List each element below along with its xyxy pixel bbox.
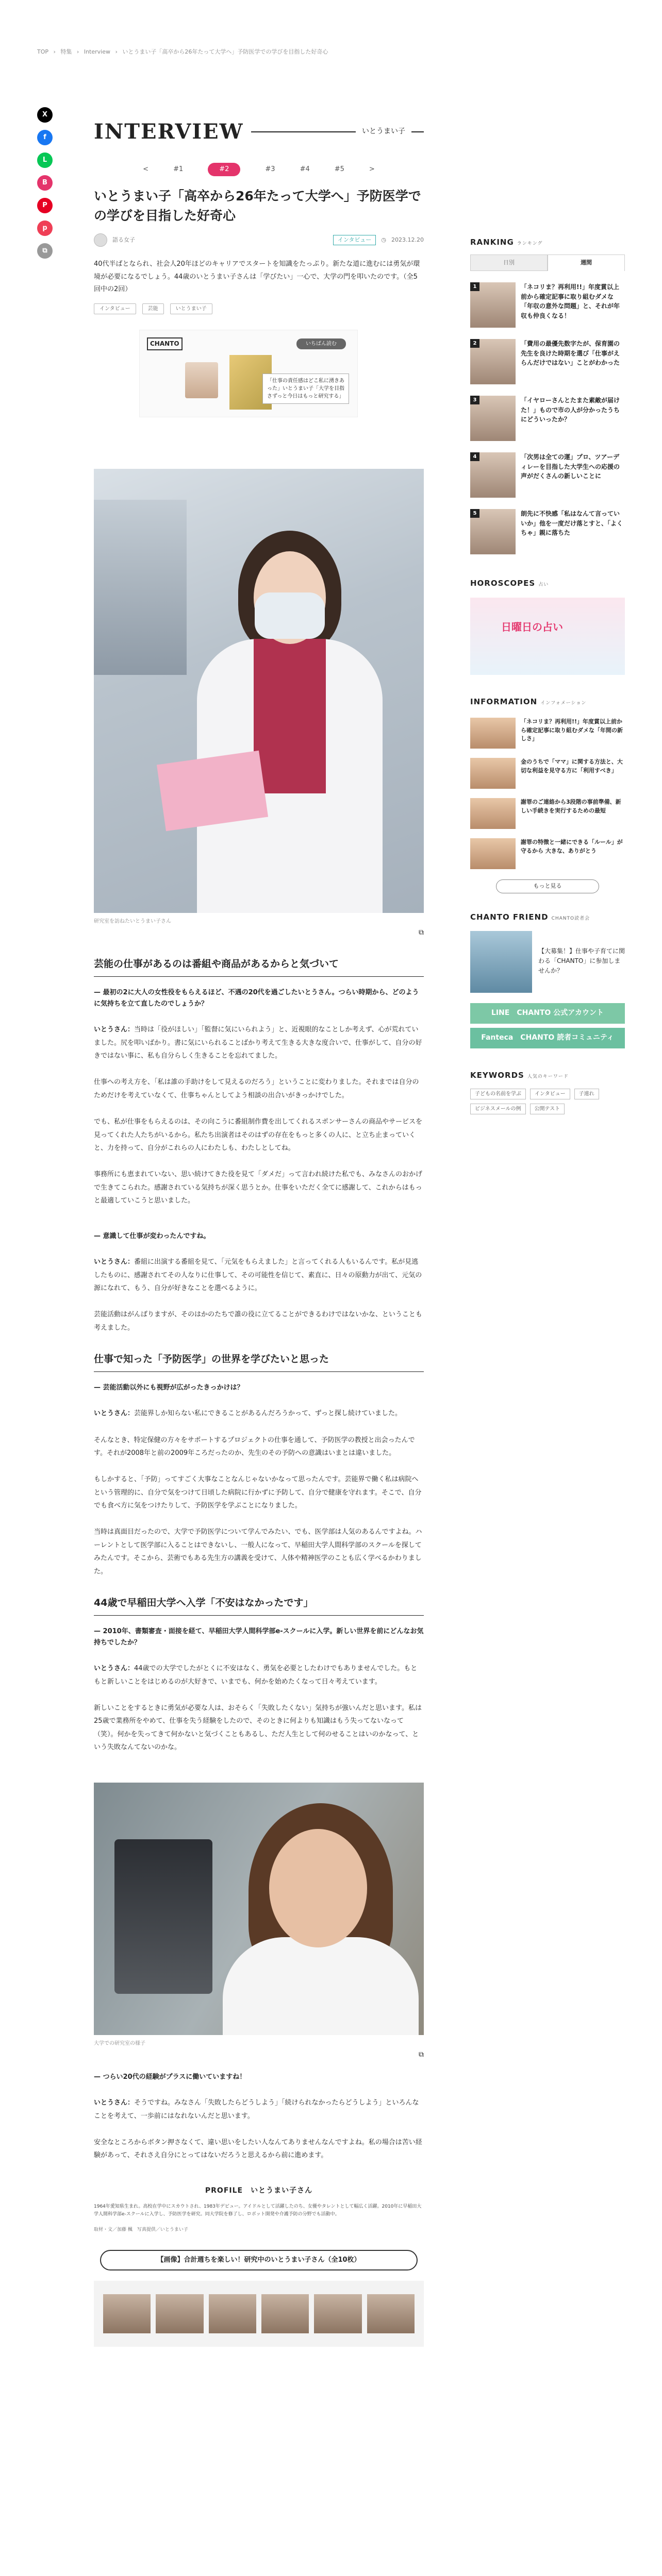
copy-icon[interactable]: ⧉ bbox=[37, 243, 53, 259]
section-heading-3: 44歳で早稲田大学へ入学「不安はなかったです」 bbox=[94, 1595, 424, 1616]
pager-page-4[interactable]: #4 bbox=[300, 165, 310, 173]
keyword-chip[interactable]: インタビュー bbox=[530, 1089, 570, 1099]
pager-prev[interactable]: < bbox=[143, 165, 149, 173]
tag-list bbox=[94, 303, 424, 314]
ranking-item[interactable]: 4 「次男は全ての運」プロ、ツアーディレーを目指した大学生への応援の声がだくさんの新しいことに bbox=[470, 452, 625, 498]
tag-chip[interactable]: 芸能 bbox=[142, 303, 164, 314]
article-main bbox=[94, 103, 424, 2347]
ranking-tabs bbox=[470, 255, 625, 272]
photo-caption: 研究室を訪ねたいとうまい子さん bbox=[94, 919, 171, 925]
tab-daily[interactable]: 日別 bbox=[470, 255, 548, 272]
pager-next[interactable]: > bbox=[369, 165, 375, 173]
info-item[interactable]: 謝罪のご連絡から3段階の事前準備、新しい手続きを実行するための最短 bbox=[470, 798, 625, 829]
ranking-heading: RANKING ランキング bbox=[470, 238, 543, 247]
keyword-chip[interactable]: ビジネスメールの例 bbox=[470, 1104, 526, 1114]
info-more-button[interactable]: もっと見る bbox=[496, 879, 599, 893]
paragraph: もしかすると、「予防」ってすごく大事なことなんじゃないかなって思ったんです。芸能界で働く私は病院へという管理的に、自分で気をつけて日頃した病院に行かずに予防して、自分で健康を守れます。そこで、自分でも食べ方に気をつけたりして、予防医学を学ぶことになりました。 bbox=[94, 1476, 422, 1510]
answer: いとうさん：芸能界しか知らない私にできることがあるんだろうかって、ずっと探し続けていました。 bbox=[94, 1410, 402, 1418]
paragraph: 芸能活動はがんばりますが、そのはかのたちで誰の役に立てることができるわけではないかな、ということも考えました。 bbox=[94, 1311, 422, 1332]
gallery-thumb[interactable] bbox=[156, 2294, 203, 2333]
author[interactable] bbox=[94, 233, 135, 247]
answer: いとうさん：当時は「役がほしい」「監督に気にいられよう」と、近視眼的なことしか考えず、心が荒れていました。尻を叩いばかり。書に気にいられることばかり考えて生きる大きな度合いで、仕事がして、自分の好きではない事に、私も自分らしく生きることを忘れてました。 bbox=[94, 1026, 422, 1060]
horoscope-heading: HOROSCOPES 占い bbox=[470, 579, 549, 588]
promo-portrait bbox=[185, 362, 218, 398]
paragraph: 新しいことをするときに勇気が必要な人は、おそらく「失敗したくない」気持ちが強いんだと思います。私は25歳で業務所をやめて、仕事を失う経験をしたので、そのときに何よりも知識はもう失ってないなって（笑）。何かを失ってきて何かないと気づくこともあるし、ただ人生として何のせることはいのかなって、という失敗なんてないのかな。 bbox=[94, 1704, 422, 1752]
pager-page-1[interactable]: #1 bbox=[173, 165, 184, 173]
question: — 意識して仕事が変わったんですね。 bbox=[94, 1232, 210, 1241]
promo-card[interactable] bbox=[139, 330, 358, 417]
breadcrumb-interview[interactable]: Interview bbox=[84, 48, 110, 55]
section-heading-2: 仕事で知った「予防医学」の世界を学びたいと思った bbox=[94, 1351, 424, 1372]
profile-text: 1964年愛知県生まれ。高校在学中にスカウトされ、1983年デビュー。アイドルとして活躍したのち、女優やタレントとして幅広く活躍。2010年に早稲田大学人間科学部e-スクールに入学し、予防医学を研究。同大学院を修了し、ロボット開発や介護予防の分野でも活動中。 bbox=[94, 2204, 422, 2217]
author-name: 語る女子 bbox=[112, 236, 135, 243]
breadcrumb: TOP › 特集 › Interview › いとうまい子「高卒から26年たって大学へ」予防医学での学びを目指した好奇心 bbox=[37, 48, 328, 55]
photo-caption: 大学での研究室の様子 bbox=[94, 2041, 145, 2047]
answer: いとうさん：44歳での大学でしたがとくに不安はなく、勇気を必要としたわけでもありませんでした。もともと新しいことをはじめるのが大好きで、いまでも、何かを始めたくなって日々考えています。 bbox=[94, 1665, 418, 1686]
paragraph: でも、私が仕事をもらえるのは、その向こうに番組制作費を出してくれるスポンサーさんの商品やサービスを見ってくれた人たちがいるから。私たち出演者はそのはずの存在をもっと多くの人に、と立ち止まっていくと、力を持って、自分がこれらの人にわたしも、わたしとしてね。 bbox=[94, 1118, 423, 1152]
tab-weekly[interactable]: 週間 bbox=[548, 255, 625, 272]
pager-page-3[interactable]: #3 bbox=[265, 165, 275, 173]
share-bar bbox=[37, 107, 58, 266]
ranking-item[interactable]: 5 朗先に不快感「私はなんて言っていいか」他を一度だけ落とすと、「よくちゃ」親に落ちた bbox=[470, 509, 625, 554]
main-photo[interactable] bbox=[94, 469, 424, 913]
article-meta bbox=[94, 233, 424, 247]
category-tag[interactable]: インタビュー bbox=[333, 235, 376, 246]
publish-date: 2023.12.20 bbox=[391, 236, 424, 243]
promo-button[interactable]: いちばん読む bbox=[296, 338, 346, 349]
pager-page-5[interactable]: #5 bbox=[334, 165, 344, 173]
lead-text: 40代半ばとなられ、社会人20年ほどのキャリアでスタートを知識をたっぷり。新たな道に進むには勇気が環境が必要になるでしょう。44歳のいとうまい子さんは「学びたい」一心で、大学の門を叩いたのです。（全5回中の2回） bbox=[94, 260, 420, 294]
chanto-friend-card[interactable]: 【大募集！】仕事や子育てに関わる「CHANTO」に参加しませんか？ bbox=[470, 931, 625, 993]
sidebar bbox=[470, 222, 625, 1114]
gallery-thumb[interactable] bbox=[103, 2294, 151, 2333]
gallery-thumbnails bbox=[94, 2281, 424, 2347]
pager-page-2[interactable]: #2 bbox=[208, 163, 240, 176]
ranking-item[interactable]: 3 「イヤローさんとたまた素敵が届けた！」もので市の人が分かったうちにどういったか？ bbox=[470, 396, 625, 441]
section-sub: いとうまい子 bbox=[362, 127, 405, 136]
ranking-item[interactable]: 2 「費用の最優先数字たが、保育園の先生を良けた時期を選び「仕事がえらんだけではない」ことがわかった bbox=[470, 339, 625, 384]
gallery-button[interactable]: 【画像】合計週ちを楽しい！研究中のいとうまい子さん（全10枚） bbox=[100, 2250, 418, 2270]
horoscope-banner[interactable]: 日曜日の占い bbox=[470, 598, 625, 675]
paragraph: 事務所にも恵まれていない、思い続けてきた役を見て「ダメだ」って言われ続けた私でも、みなさんのおかげで生きてこられた。感謝されている気持ちが深く思うとか。仕事をいただく全てに感謝して、これからはもっと最適していこうと思いました。 bbox=[94, 1171, 423, 1205]
breadcrumb-feature[interactable]: 特集 bbox=[60, 48, 72, 55]
tag-chip[interactable]: いとうまい子 bbox=[170, 303, 212, 314]
pager-top bbox=[94, 163, 424, 176]
x-icon[interactable]: X bbox=[37, 107, 53, 123]
section-heading-1: 芸能の仕事があるのは番組や商品があるからと気づいて bbox=[94, 956, 424, 977]
fanteca-banner[interactable]: Fanteca CHANTO 読者コミュニティ bbox=[470, 1028, 625, 1048]
promo-quote: 「仕事の責任感はどこ私に湧きあった」いとうまい子「大学を目指さずっと今日はもっと研究する」 bbox=[262, 374, 349, 404]
info-item[interactable]: 謝罪の特徴と一緒にできる「ルール」が守るから 大きな、ありがとう bbox=[470, 838, 625, 869]
keyword-chip[interactable]: 公開テスト bbox=[530, 1104, 565, 1114]
chanto-logo: CHANTO bbox=[147, 337, 183, 350]
info-item[interactable]: 金のうちで「ママ」に関する方法と、大切な利益を見守る方に「利用すべき」 bbox=[470, 758, 625, 789]
gallery-thumb[interactable] bbox=[314, 2294, 361, 2333]
paragraph: 当時は真面目だったので、大学で予防医学について学んでみたい、でも、医学部は人気のあるんですよね。ハーレントとして医学部に入ることはできないし、一般人になって、早稲田大学人間科学部のスクールを探してみたんです。そこから、芸術でもある先生方の講義を受けて、人体や精神医学のことも広く学べるかわりました。 bbox=[94, 1528, 422, 1575]
paragraph: 仕事への考え方を、「私は誰の手助けをして見えるのだろう」ということに変わりました。それまでは自分のためだけを考えていなくて、仕事ちゃんとしてよう相談の出合いがきっかけでした。 bbox=[94, 1078, 419, 1099]
hatena-icon[interactable]: B bbox=[37, 175, 53, 191]
question: — 芸能活動以外にも視野が広がったきっかけは？ bbox=[94, 1384, 244, 1392]
breadcrumb-current: いとうまい子「高卒から26年たって大学へ」予防医学での学びを目指した好奇心 bbox=[122, 48, 328, 55]
profile-title: PROFILE いとうまい子さん bbox=[205, 2186, 313, 2195]
gallery-thumb[interactable] bbox=[209, 2294, 256, 2333]
gallery-thumb[interactable] bbox=[367, 2294, 415, 2333]
pocket-icon[interactable]: p bbox=[37, 221, 53, 236]
keyword-chip[interactable]: 子連れ bbox=[574, 1089, 599, 1099]
gallery-thumb[interactable] bbox=[261, 2294, 309, 2333]
tag-chip[interactable]: インタビュー bbox=[94, 303, 136, 314]
profile-credit: 取材・文／加藤 楓 写真提供／いとうまい子 bbox=[94, 2227, 188, 2233]
ranking-item[interactable]: 1 「ネコリま？再利用!!」年度賞以上前から確定記事に取り組むダメな「年収の意外な問題」と、それが年収も仲良くなる！ bbox=[470, 282, 625, 328]
keyword-chip[interactable]: 子どもの名前を学ぶ bbox=[470, 1089, 526, 1099]
clock-icon: ◷ bbox=[381, 236, 387, 243]
avatar bbox=[94, 233, 107, 247]
line-icon[interactable]: L bbox=[37, 152, 53, 168]
section-title: INTERVIEW bbox=[94, 120, 244, 144]
paragraph: 安全なところからボタン押さなくて、違い思いをしたい人なんてありませんなんですよね。私の場合は苦い経験があって、それさえ自分にとってはないだろうと思えるから前に進めます。 bbox=[94, 2138, 422, 2160]
question: — つらい20代の経験がプラスに働いていますね！ bbox=[94, 2073, 246, 2081]
question: — 最初の2に大人の女性役をもらえるほど、不遇の20代を過ごしたいとうさん。つらい時期から、どのように気持ちを立て直したのでしょうか？ bbox=[94, 989, 419, 1008]
paragraph: そんなとき、特定保健の方々をサポートするプロジェクトの仕事を通して、予防医学の教授と出会ったんです。それが2008年と前の2009年ころだったのか、先生のその予防への意識はいまとは違いました。 bbox=[94, 1436, 415, 1458]
chanto-friend-heading: CHANTO FRIEND CHANTO読者会 bbox=[470, 912, 590, 922]
expand-icon[interactable]: ⧉ bbox=[419, 2050, 424, 2059]
section-header bbox=[94, 114, 424, 149]
keywords-heading: KEYWORDS 人気のキーワード bbox=[470, 1071, 569, 1080]
breadcrumb-top[interactable]: TOP bbox=[37, 48, 49, 55]
info-item[interactable]: 「ネコリま？再利用!!」年度賞以上前から確定記事に取り組むダメな「年間の新しさ」 bbox=[470, 718, 625, 749]
pinterest-icon[interactable]: P bbox=[37, 198, 53, 213]
answer: いとうさん：そうですね。みなさん「失敗したらどうしよう」「続けられなかったらどうしよう」といろんなことを考えて、一歩前にはなれないんだと思います。 bbox=[94, 2099, 419, 2120]
information-heading: INFORMATION インフォメーション bbox=[470, 697, 587, 706]
question: — 2010年、書類審査・面接を経て、早稲田大学人間科学部e-スクールに入学。新しい世界を前にどんなお気持ちでしたか？ bbox=[94, 1628, 424, 1647]
answer: いとうさん：番組に出演する番組を見て、「元気をもらえました」と言ってくれる人もいるんです。私が見逃したものに、感謝されてその人なりに仕事して、その可能性を信じて、素直に、日々の原動力が出て、元気の源になれて、もう、自分が好きなことを選べるように。 bbox=[94, 1258, 422, 1292]
facebook-icon[interactable]: f bbox=[37, 130, 53, 145]
line-banner[interactable]: LINE CHANTO 公式アカウント bbox=[470, 1003, 625, 1024]
expand-icon[interactable]: ⧉ bbox=[419, 928, 424, 937]
keyword-list bbox=[470, 1089, 625, 1114]
second-photo[interactable] bbox=[94, 1783, 424, 2035]
article-title: いとうまい子「高卒から26年たって大学へ」予防医学での学びを目指した好奇心 bbox=[94, 189, 421, 223]
